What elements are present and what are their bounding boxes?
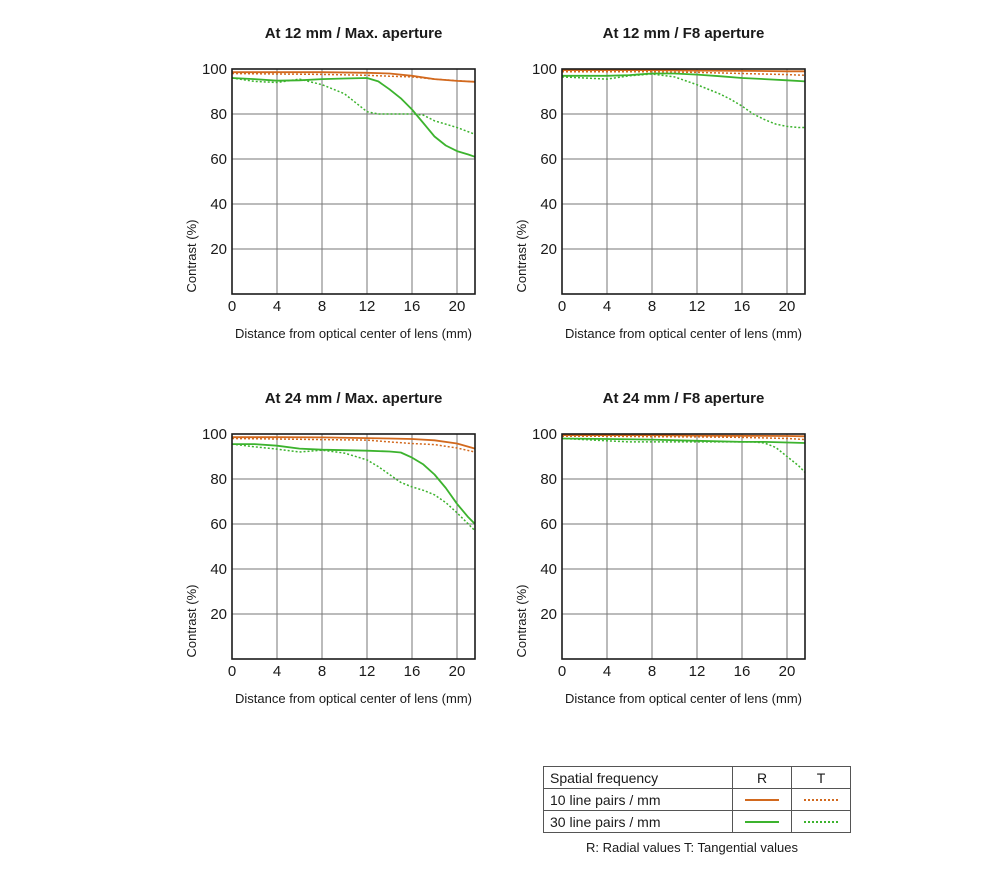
y-tick-label: 100: [201, 61, 227, 78]
y-tick-label: 100: [201, 426, 227, 443]
y-tick-label: 60: [540, 516, 557, 533]
y-tick-label: 40: [540, 561, 557, 578]
mtf-chart-12mm-f8-aperture: [510, 15, 820, 350]
x-axis-label: Distance from optical center of lens (mm): [235, 326, 472, 341]
y-tick-label: 40: [540, 196, 557, 213]
x-axis-label: Distance from optical center of lens (mm): [565, 326, 802, 341]
chart-title: At 24 mm / Max. aperture: [264, 390, 443, 407]
x-tick-label: 0: [227, 663, 237, 680]
mtf-chart-12mm-max-aperture: [180, 15, 490, 350]
y-axis-label: Contrast (%): [514, 219, 529, 293]
x-tick-label: 12: [358, 663, 376, 680]
x-axis-label: Distance from optical center of lens (mm): [565, 691, 802, 706]
legend-swatch-30lp-radial: [745, 821, 779, 823]
x-tick-label: 16: [403, 663, 421, 680]
y-tick-label: 20: [210, 606, 227, 623]
y-tick-label: 100: [531, 61, 557, 78]
legend-header-label: Spatial frequency: [544, 767, 733, 789]
legend-row-10lp: [544, 789, 851, 811]
series-line-30-line-pairs-mm-tangential: [562, 74, 805, 128]
y-tick-label: 60: [210, 151, 227, 168]
y-tick-label: 80: [210, 106, 227, 123]
x-axis-label: Distance from optical center of lens (mm): [235, 691, 472, 706]
x-tick-label: 12: [688, 298, 706, 315]
series-line-30-line-pairs-mm-radial: [562, 74, 805, 82]
x-tick-label: 20: [778, 298, 796, 315]
legend-swatch-30lp-tangential: [804, 821, 838, 823]
chart-title: At 12 mm / F8 aperture: [602, 25, 765, 42]
y-tick-label: 80: [540, 106, 557, 123]
mtf-chart-24mm-f8-aperture: [510, 380, 820, 715]
x-tick-label: 4: [272, 663, 282, 680]
x-tick-label: 20: [448, 298, 466, 315]
x-tick-label: 0: [557, 298, 567, 315]
mtf-chart-24mm-max-aperture: [180, 380, 490, 715]
y-tick-label: 40: [210, 561, 227, 578]
series-line-30-line-pairs-mm-radial: [232, 444, 475, 524]
x-tick-label: 8: [647, 663, 657, 680]
x-tick-label: 12: [688, 663, 706, 680]
x-tick-label: 8: [317, 663, 327, 680]
x-tick-label: 0: [227, 298, 237, 315]
x-tick-label: 4: [602, 663, 612, 680]
x-tick-label: 20: [778, 663, 796, 680]
x-tick-label: 16: [733, 298, 751, 315]
plot-frame: [232, 69, 475, 294]
y-tick-label: 60: [540, 151, 557, 168]
legend-col-radial: R: [733, 767, 792, 789]
y-axis-label: Contrast (%): [184, 584, 199, 658]
legend-swatch-10lp-tangential: [804, 799, 838, 801]
y-tick-label: 100: [531, 426, 557, 443]
series-line-30-line-pairs-mm-tangential: [232, 444, 475, 531]
chart-title: At 12 mm / Max. aperture: [264, 25, 443, 42]
x-tick-label: 20: [448, 663, 466, 680]
x-tick-label: 8: [647, 298, 657, 315]
series-line-30-line-pairs-mm-radial: [232, 78, 475, 157]
y-tick-label: 20: [540, 241, 557, 258]
chart-title: At 24 mm / F8 aperture: [602, 390, 765, 407]
y-tick-label: 20: [540, 606, 557, 623]
plot-frame: [562, 69, 805, 294]
legend-label-10lp: 10 line pairs / mm: [544, 789, 733, 811]
series-line-30-line-pairs-mm-tangential: [562, 439, 805, 473]
series-line-30-line-pairs-mm-tangential: [232, 78, 475, 134]
x-tick-label: 8: [317, 298, 327, 315]
legend-swatch-10lp-radial: [745, 799, 779, 801]
legend-label-30lp: 30 line pairs / mm: [544, 811, 733, 833]
legend-row-30lp: [544, 811, 851, 833]
plot-frame: [232, 434, 475, 659]
y-tick-label: 80: [210, 471, 227, 488]
legend-col-tangential: T: [792, 767, 851, 789]
legend-note: R: Radial values T: Tangential values: [586, 840, 798, 855]
y-tick-label: 40: [210, 196, 227, 213]
x-tick-label: 4: [272, 298, 282, 315]
x-tick-label: 16: [733, 663, 751, 680]
x-tick-label: 12: [358, 298, 376, 315]
y-axis-label: Contrast (%): [184, 219, 199, 293]
x-tick-label: 4: [602, 298, 612, 315]
y-tick-label: 20: [210, 241, 227, 258]
legend-header-row: [544, 767, 851, 789]
y-tick-label: 60: [210, 516, 227, 533]
legend-table: [543, 766, 851, 833]
y-tick-label: 80: [540, 471, 557, 488]
y-axis-label: Contrast (%): [514, 584, 529, 658]
x-tick-label: 0: [557, 663, 567, 680]
x-tick-label: 16: [403, 298, 421, 315]
plot-frame: [562, 434, 805, 659]
